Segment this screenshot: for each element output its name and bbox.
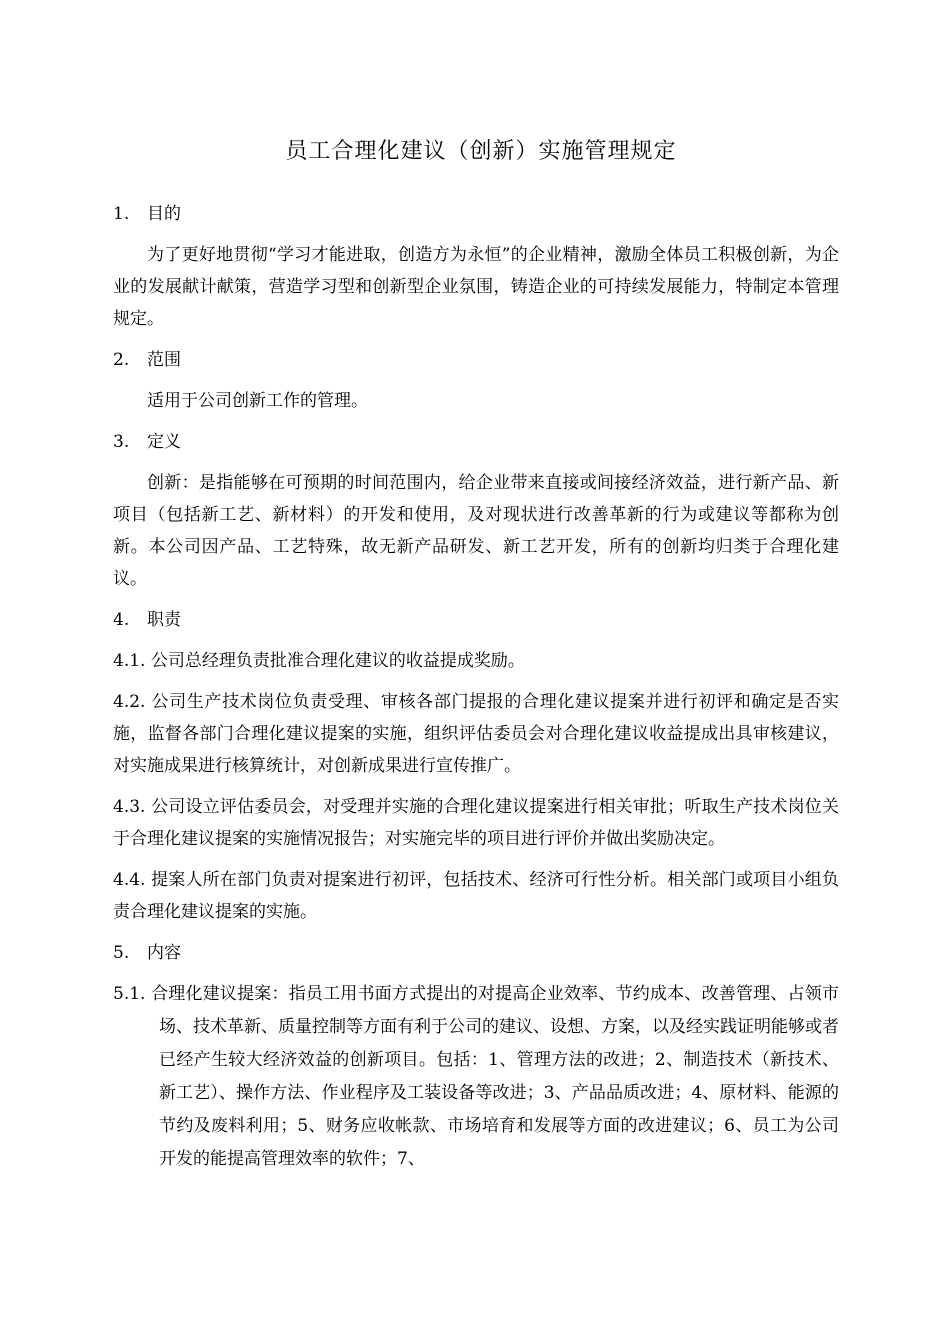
section-title: 定义	[147, 432, 181, 452]
clause-number: 4.1.	[113, 651, 146, 671]
section-number: 5.	[113, 943, 130, 963]
purpose-paragraph: 为了更好地贯彻“学习才能进取，创造方为永恒”的企业精神，激励全体员工积极创新，为企业的发展献计献策，营造学习型和创新型企业氛围，铸造企业的可持续发展能力，特制定本管理规定。	[113, 245, 839, 329]
clause-text: 公司设立评估委员会，对受理并实施的合理化建议提案进行相关审批；听取生产技术岗位关于合理化建议提案的实施情况报告；对实施完毕的项目进行评价并做出奖励决定。	[113, 797, 839, 849]
section-heading-scope	[113, 344, 839, 376]
clause-number: 4.4.	[113, 870, 146, 890]
section-title: 目的	[147, 204, 181, 224]
clause-text: 公司总经理负责批准合理化建议的收益提成奖励。	[150, 651, 525, 671]
clause-text: 合理化建议提案：指员工用书面方式提出的对提高企业效率、节约成本、改善管理、占领市场、技术革新、质量控制等方面有利于公司的建议、设想、方案，以及经实践证明能够或者已经产生较大经济效益的创新项目。包括：1、管理方法的改进；2、制造技术（新技术、新工艺）、操作方法、作业程序及工装设备等改进；3、产品品质改进；4、原材料、能源的节约及废料利用；5、财务应收帐款、市场培育和发展等方面的改进建议；6、员工为公司开发的能提高管理效率的软件；7、	[151, 984, 839, 1169]
section-title: 职责	[147, 610, 181, 630]
section-heading-purpose	[113, 198, 839, 230]
clause-text: 提案人所在部门负责对提案进行初评，包括技术、经济可行性分析。相关部门或项目小组负责合理化建议提案的实施。	[113, 870, 839, 922]
scope-paragraph: 适用于公司创新工作的管理。	[147, 391, 368, 411]
section-number: 2.	[113, 350, 130, 370]
clause-number: 5.1.	[113, 984, 146, 1004]
clause-text: 公司生产技术岗位负责受理、审核各部门提报的合理化建议提案并进行初评和确定是否实施，监督各部门合理化建议提案的实施，组织评估委员会对合理化建议收益提成出具审核建议，对实施成果进行核算统计，对创新成果进行宣传推广。	[113, 692, 840, 776]
document-title: 员工合理化建议（创新）实施管理规定	[285, 139, 677, 164]
section-heading-content	[113, 937, 839, 969]
document-page	[113, 128, 839, 1176]
content-clause-5-1	[113, 978, 839, 1176]
clause-number: 4.3.	[113, 797, 146, 817]
duty-clause-4-4	[113, 864, 839, 928]
section-number: 4.	[113, 610, 130, 630]
section-heading-definition	[113, 426, 839, 458]
section-heading-duties	[113, 604, 839, 636]
section-number: 3.	[113, 432, 130, 452]
duty-clause-4-3	[113, 791, 839, 855]
duty-clause-4-2	[113, 686, 839, 782]
section-title: 内容	[147, 943, 181, 963]
definition-paragraph: 创新：是指能够在可预期的时间范围内，给企业带来直接或间接经济效益，进行新产品、新项目（包括新工艺、新材料）的开发和使用，及对现状进行改善革新的行为或建议等都称为创新。本公司因产品、工艺特殊，故无新产品研发、新工艺开发，所有的创新均归类于合理化建议。	[113, 473, 839, 589]
section-number: 1.	[113, 204, 130, 224]
duty-clause-4-1	[113, 645, 839, 677]
clause-number: 4.2.	[113, 692, 146, 712]
section-title: 范围	[147, 350, 181, 370]
